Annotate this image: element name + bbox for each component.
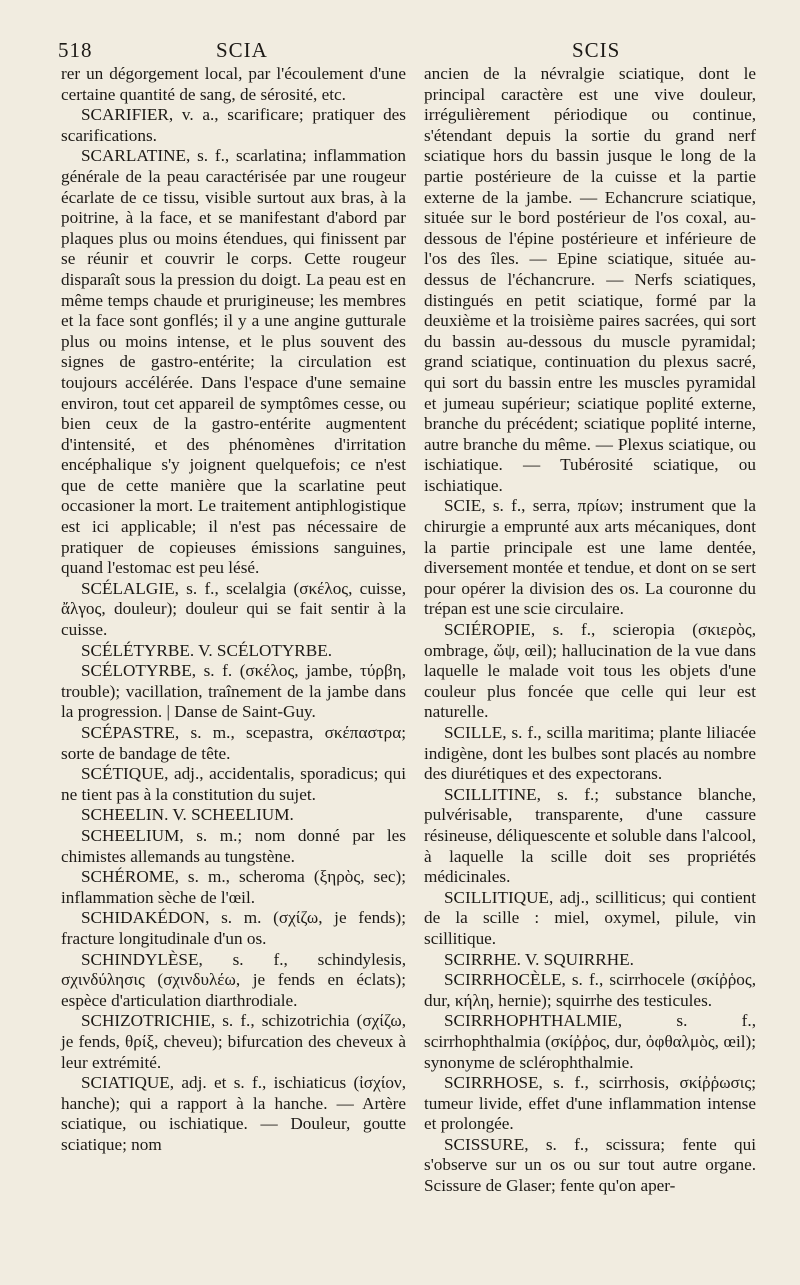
continued-entry: rer un dégorgement local, par l'écoulement d'une certaine quantité de sang, de sérosité, etc.	[61, 64, 406, 104]
entry-scirrhose: SCIRRHOSE, s. f., scirrhosis, σκίῤῥωσις; tumeur livide, effet d'une inflammation intense et prolongée.	[424, 1073, 756, 1134]
continued-entry-sciatique: ancien de la névralgie sciatique, dont le principal caractère est une vive douleur, irrégulièrement périodique ou continue, s'étendant depuis la sortie du grand nerf sciatique hors du bassin jusque le long de la partie postérieure de la cuisse et la partie externe de la jambe. — Echancrure sciatique, située sur le bord postérieur de l'os coxal, au-dessous de l'épine postérieure et inférieure de l'os des îles. — Epine sciatique, située au-dessus de l'échancrure. — Nerfs sciatiques, distingués en petit sciatique, formé par la deuxième et la troisième paires sacrées, qui sort du bassin au-dessous du muscle pyramidal; grand sciatique, continuation du plexus sacré, qui sort du bassin entre les muscles pyramidal et jumeau supérieur; sciatique poplité externe, branche du précédent; sciatique poplité interne, autre branche du même. — Plexus sciatique, ou ischiatique. — Tubérosité sciatique, ou ischiatique.	[424, 64, 756, 495]
entry-sceletyrbe: SCÉLÉTYRBE. V. SCÉLOTYRBE.	[81, 640, 332, 660]
left-running-head: SCIA	[216, 38, 268, 62]
right-column	[424, 64, 756, 1197]
entry-scirrhe: SCIRRHE. V. SQUIRRHE.	[444, 949, 634, 969]
entry-schindylese: SCHINDYLÈSE, s. f., schindylesis, σχινδύλησις (σχινδυλέω, je fends en éclats); espèce d'articulation diarthrodiale.	[61, 949, 406, 1010]
entry-scirrhophthalmie: SCIRRHOPHTHALMIE, s. f., scirrhophthalmia (σκίῤῥος, dur, ὀφθαλμὸς, œil); synonyme de sclérophthalmie.	[424, 1011, 756, 1072]
entry-scetique: SCÉTIQUE, adj., accidentalis, sporadicus; qui ne tient pas à la constitution du sujet.	[61, 764, 406, 804]
entry-scirrhocele: SCIRRHOCÈLE, s. f., scirrhocele (σκίῤῥος, dur, κήλη, hernie); squirrhe des testicules.	[424, 970, 756, 1010]
entry-scie: SCIE, s. f., serra, πρίων; instrument que la chirurgie a emprunté aux arts mécaniques, dont la partie principale est une lame dentée, diversement montée et tendue, et dont on se sert pour opérer la division des os. La couronne du trépan est une scie circulaire.	[424, 496, 756, 619]
entry-scillitique: SCILLITIQUE, adj., scilliticus; qui contient de la scille : miel, oxymel, pilule, vin scillitique.	[424, 887, 756, 948]
entry-sciatique: SCIATIQUE, adj. et s. f., ischiaticus (ἰσχίον, hanche); qui a rapport à la hanche. — Artère sciatique, ou ischiatique. — Douleur, goutte sciatique; nom	[61, 1073, 406, 1154]
entry-scissure: SCISSURE, s. f., scissura; fente qui s'observe sur un os ou sur tout autre organe. Scissure de Glaser; fente qu'on aper-	[424, 1134, 756, 1196]
right-running-head: SCIS	[572, 38, 621, 62]
entry-scarlatine: SCARLATINE, s. f., scarlatina; inflammation générale de la peau caractérisée par une rougeur écarlate de ce tissu, visible surtout aux bras, à la poitrine, à la face, et se manifestant d'abord par plaques plus ou moins étendues, qui finissent par se réunir et couvrir le corps. Cette rougeur disparaît sous la pression du doigt. La peau est en même temps chaude et prurigineuse; les membres et la face sont gonflés; il y a une angine gutturale plus ou moins intense, et le plus souvent des signes de gastro-entérite; la circulation est toujours accélérée. Dans l'espace d'une semaine environ, tout cet appareil de symptômes cesse, ou bien ceux de la gastro-entérite augmentent d'intensité, et des phénomènes d'irritation encéphalique s'y joignent quelquefois; ce n'est que de cette manière que la scarlatine peut occasioner la mort. Le traitement antiphlogistique est ici applicable; il n'est pas nécessaire de pratiquer de copieuses émissions sanguines, quand l'estomac est peu lésé.	[61, 146, 406, 578]
entry-scille: SCILLE, s. f., scilla maritima; plante liliacée indigène, dont les bulbes sont placés au nombre des diurétiques et des expectorans.	[424, 723, 756, 784]
left-column	[61, 64, 406, 1155]
entry-schidakedon: SCHIDAKÉDON, s. m. (σχίζω, je fends); fracture longitudinale d'un os.	[61, 908, 406, 948]
page-number: 518	[58, 38, 93, 62]
entry-scieropie: SCIÉROPIE, s. f., scieropia (σκιερὸς, ombrage, ὤψ, œil); hallucination de la vue dans laquelle le malade voit tous les objets d'une couleur plus foncée que celle qui leur est naturelle.	[424, 620, 756, 722]
entry-scherome: SCHÉROME, s. m., scheroma (ξηρὸς, sec); inflammation sèche de l'œil.	[61, 867, 406, 907]
entry-scelotyrbe: SCÉLOTYRBE, s. f. (σκέλος, jambe, τύρβη, trouble); vacillation, traînement de la jambe dans la progression. | Danse de Saint-Guy.	[61, 661, 406, 722]
entry-scepastre: SCÉPASTRE, s. m., scepastra, σκέπαστρα; sorte de bandage de tête.	[61, 723, 406, 763]
entry-scheelin: SCHEELIN. V. SCHEELIUM.	[81, 805, 294, 825]
entry-scillitine: SCILLITINE, s. f.; substance blanche, pulvérisable, transparente, d'une cassure résineuse, déliquescente et soluble dans l'alcool, à laquelle la scille doit ses propriétés médicinales.	[424, 784, 756, 887]
entry-schizotrichie: SCHIZOTRICHIE, s. f., schizotrichia (σχίζω, je fends, θρίξ, cheveu); bifurcation des cheveux à leur extrémité.	[61, 1011, 406, 1072]
entry-scheelium: SCHEELIUM, s. m.; nom donné par les chimistes allemands au tungstène.	[61, 825, 406, 866]
entry-scarifier: SCARIFIER, v. a., scarificare; pratiquer des scarifications.	[61, 105, 406, 145]
entry-scelalgie: SCÉLALGIE, s. f., scelalgia (σκέλος, cuisse, ἄλγος, douleur); douleur qui se fait sentir à la cuisse.	[61, 578, 406, 640]
